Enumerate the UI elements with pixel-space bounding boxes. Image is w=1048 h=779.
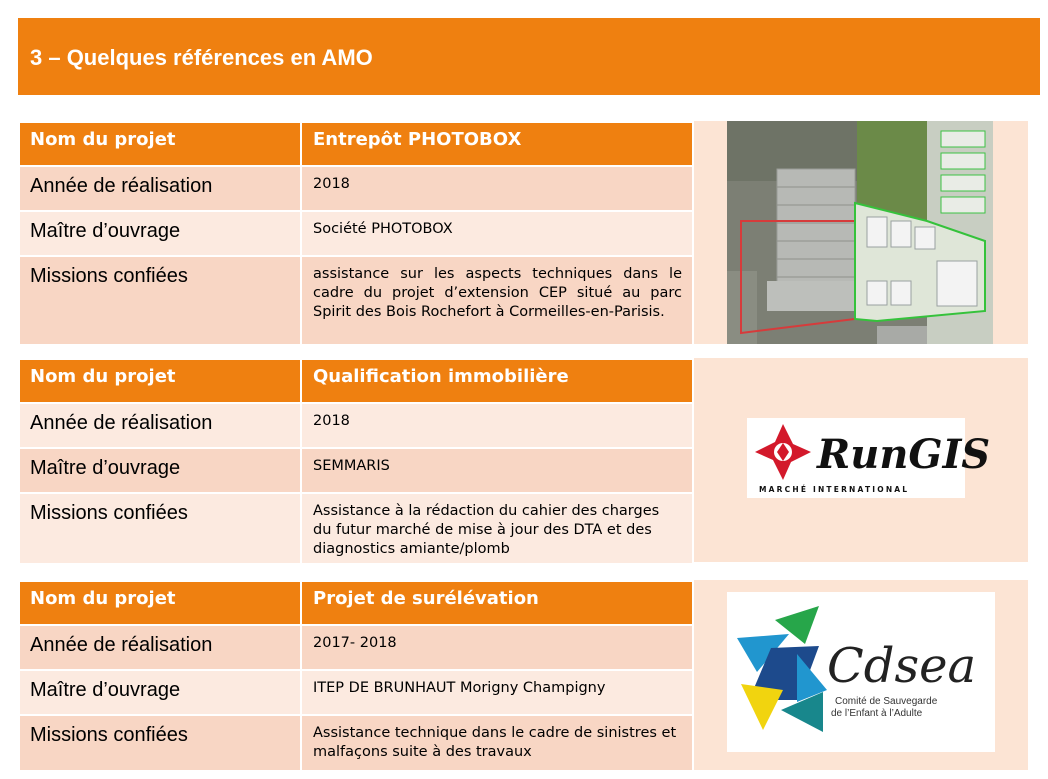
rungis-logo: [747, 418, 991, 498]
missions-row: [19, 715, 693, 771]
project-name-value: Qualification immobilière: [313, 366, 569, 387]
missions-value: Assistance technique dans le cadre de sinistres et malfaçons suite à des travaux: [313, 725, 677, 760]
project-name-value: Entrepôt PHOTOBOX: [313, 129, 522, 150]
year-label: Année de réalisation: [30, 412, 213, 434]
rungis-logo-name: RunGIS: [817, 431, 991, 478]
rungis-logo-tagline: MARCHÉ INTERNATIONAL: [759, 485, 910, 494]
owner-row: [19, 670, 693, 715]
owner-value: Société PHOTOBOX: [313, 221, 453, 237]
missions-label: Missions confiées: [30, 502, 188, 524]
cdsea-logo-line1: Comité de Sauvegarde: [835, 696, 938, 707]
project-table: [18, 121, 694, 346]
project-name-row: [19, 122, 693, 166]
owner-label: Maître d’ouvrage: [30, 220, 181, 242]
year-value: 2017- 2018: [313, 635, 397, 651]
project-name-label: Nom du projet: [30, 588, 176, 609]
year-value: 2018: [313, 176, 350, 192]
owner-value: ITEP DE BRUNHAUT Morigny Champigny: [313, 680, 606, 696]
project-name-label: Nom du projet: [30, 366, 176, 387]
project-name-row: [19, 359, 693, 403]
owner-value: SEMMARIS: [313, 458, 390, 474]
owner-row: [19, 448, 693, 493]
missions-label: Missions confiées: [30, 724, 188, 746]
year-label: Année de réalisation: [30, 175, 213, 197]
project-card-semmaris: [18, 358, 1028, 562]
project-card-photobox: [18, 121, 1028, 344]
owner-label: Maître d’ouvrage: [30, 679, 181, 701]
year-row: [19, 403, 693, 448]
owner-row: [19, 211, 693, 256]
cdsea-logo-name: Cdsea: [827, 638, 977, 694]
cdsea-logo: [727, 592, 995, 752]
section-header: [18, 18, 1040, 95]
section-title: 3 – Quelques références en AMO: [30, 45, 373, 70]
year-row: [19, 625, 693, 670]
project-table: [18, 580, 694, 772]
year-row: [19, 166, 693, 211]
missions-value: Assistance à la rédaction du cahier des charges du futur marché de mise à jour des DTA et des diagnostics amiante/plomb: [313, 503, 660, 557]
aerial-site-plan-image: [727, 121, 993, 344]
project-name-row: [19, 581, 693, 625]
project-image-panel: [694, 121, 1028, 344]
client-logo-panel: [694, 358, 1028, 562]
project-card-itep: [18, 580, 1028, 770]
missions-label: Missions confiées: [30, 265, 188, 287]
project-name-value: Projet de surélévation: [313, 588, 539, 609]
project-name-label: Nom du projet: [30, 129, 176, 150]
owner-label: Maître d’ouvrage: [30, 457, 181, 479]
year-value: 2018: [313, 413, 350, 429]
project-table: [18, 358, 694, 565]
cdsea-logo-line2: de l’Enfant à l’Adulte: [831, 708, 923, 719]
missions-row: [19, 256, 693, 345]
missions-row: [19, 493, 693, 564]
missions-value: assistance sur les aspects techniques dans le cadre du projet d’extension CEP situé au parc Spirit des Bois Rochefort à Cormeilles-en-Parisis.: [313, 266, 682, 320]
client-logo-panel: [694, 580, 1028, 770]
year-label: Année de réalisation: [30, 634, 213, 656]
